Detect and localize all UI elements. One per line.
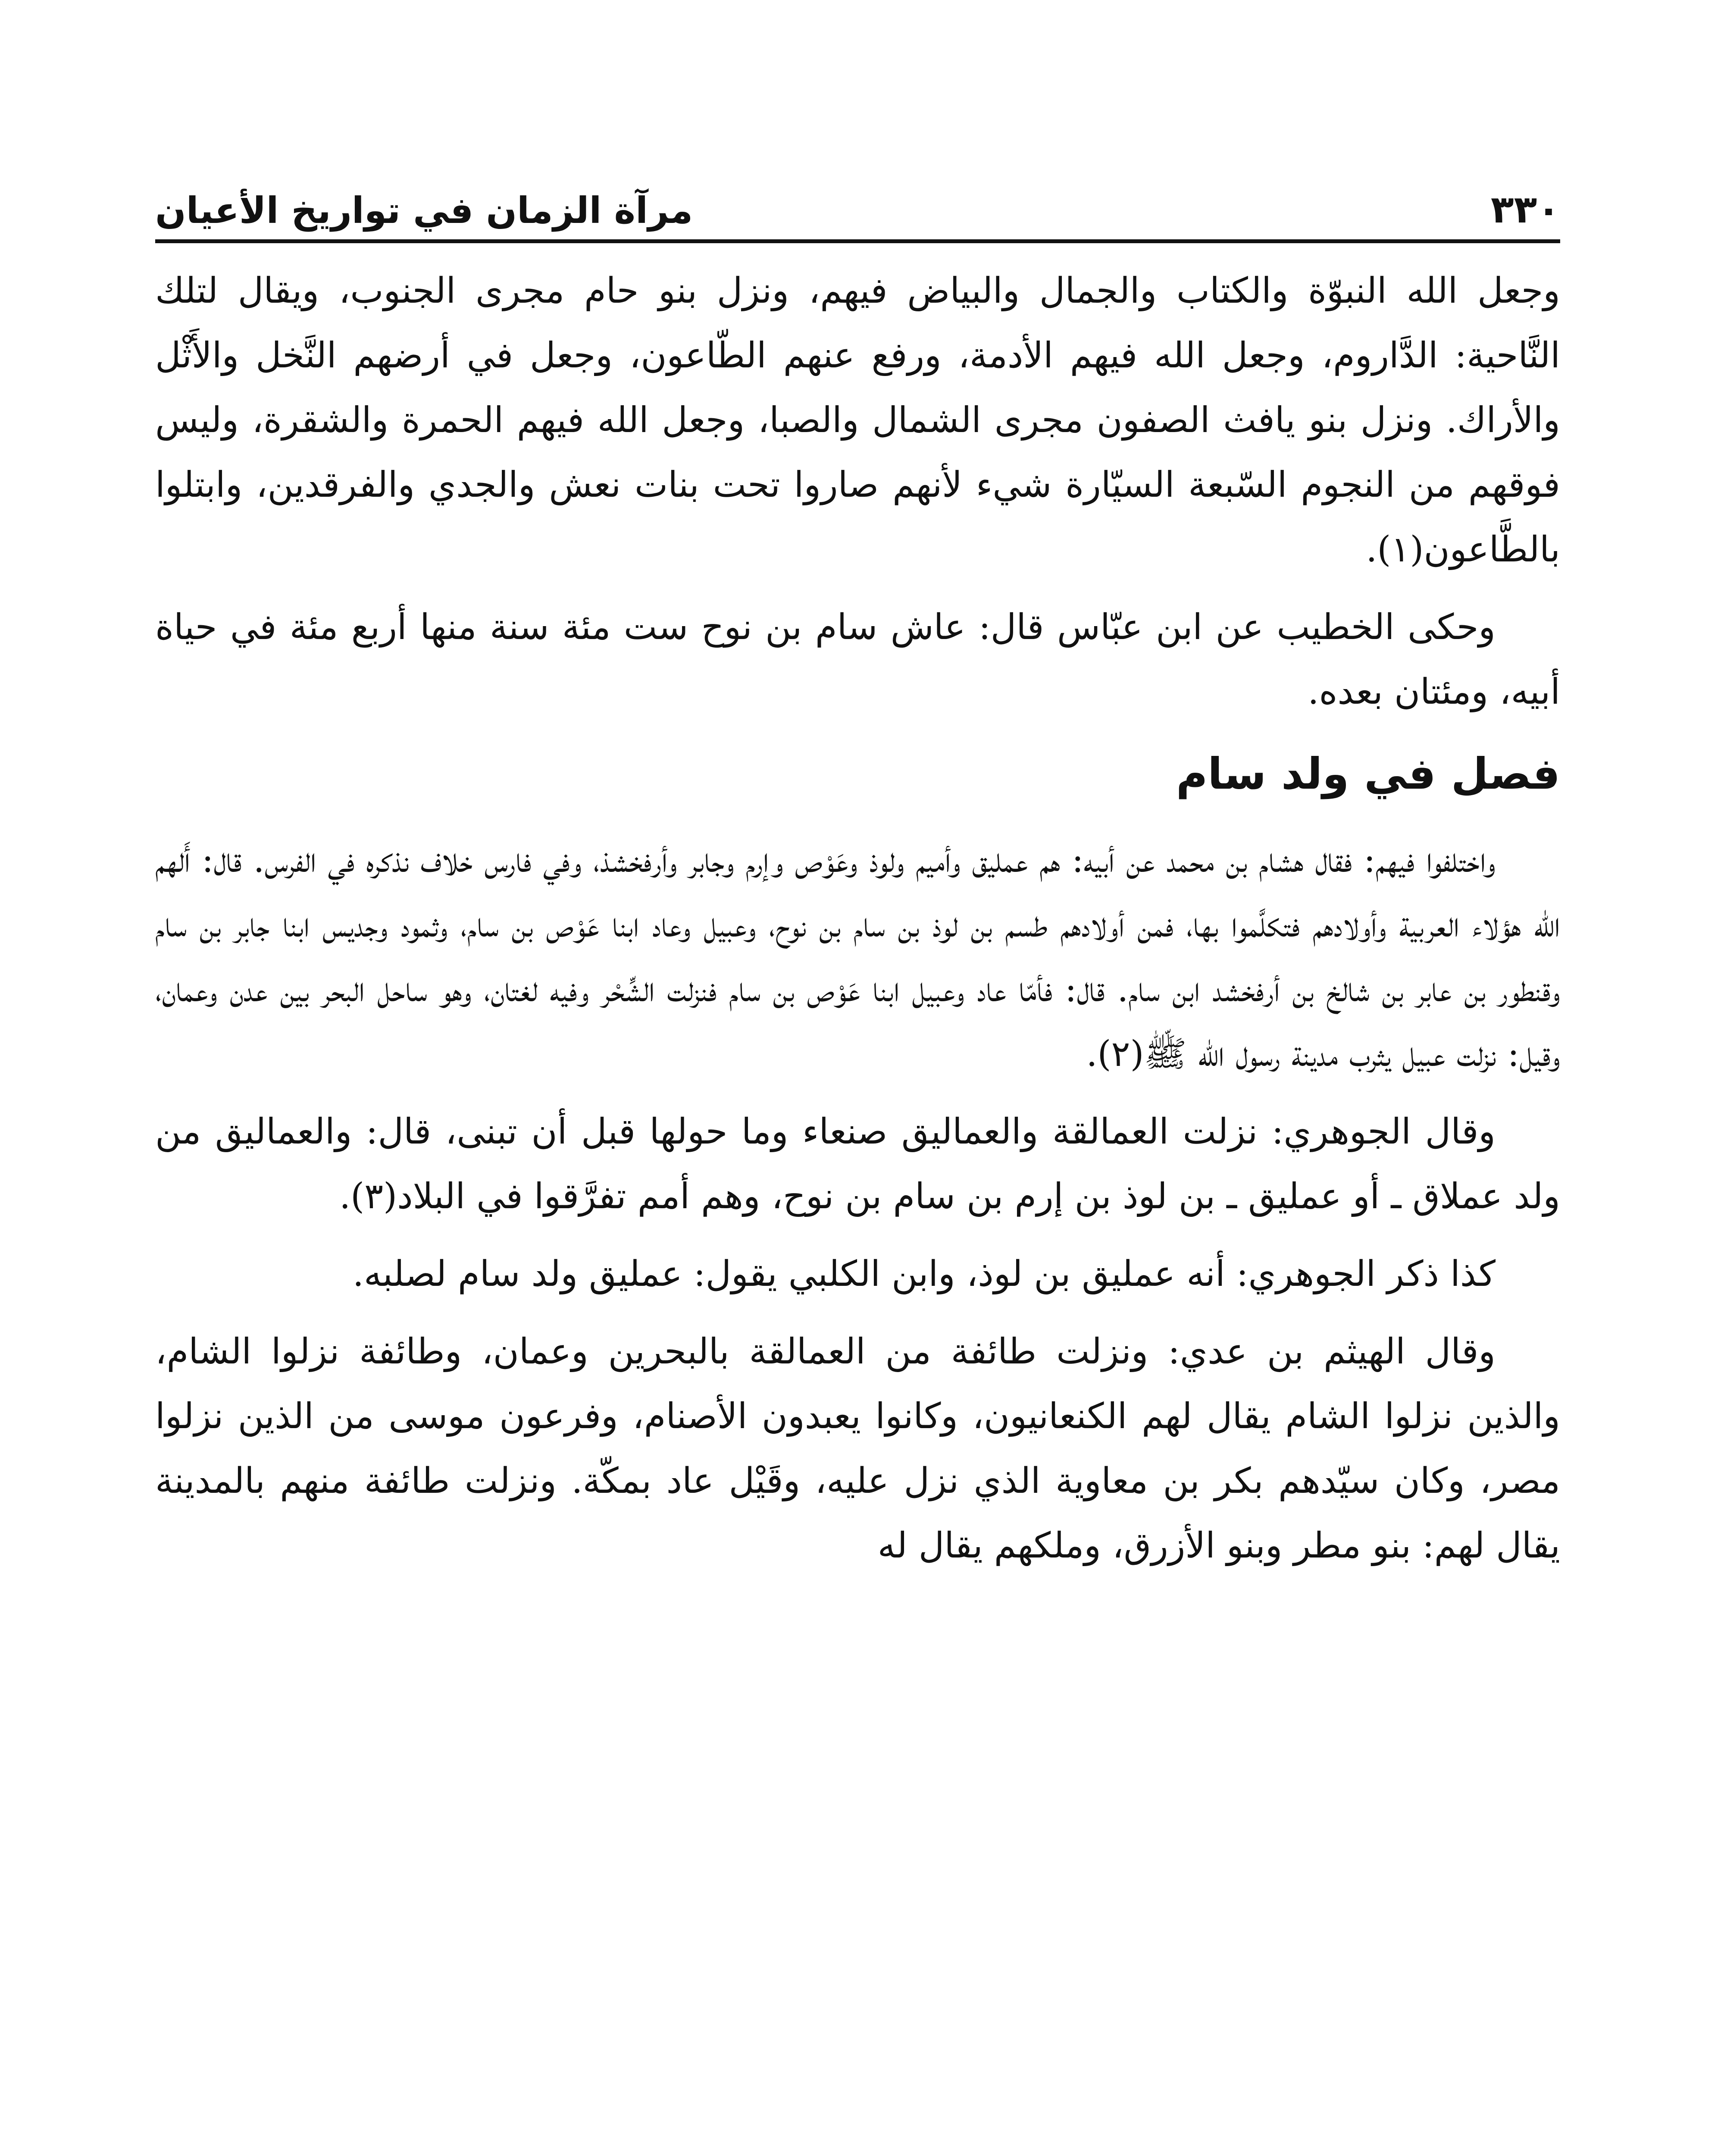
paragraph: وقال الجوهري: نزلت العمالقة والعماليق صنعاء وما حولها قبل أن تبنى، قال: والعماليق من ولد عملاق ـ أو عمليق ـ بن لوذ بن إرم بن سام بن نوح، وهم أمم تفرَّقوا في البلاد(٣). xyxy=(155,1111,1560,1217)
paragraph: وقال الهيثم بن عدي: ونزلت طائفة من العمالقة بالبحرين وعمان، وطائفة نزلوا الشام، والذين نزلوا الشام يقال لهم الكنعانيون، وكانوا يعبدون الأصنام، وفرعون موسى من الذين نزلوا مصر، وكان سيّدهم بكر بن معاوية الذي نزل عليه، وقَيْل عاد بمكّة. ونزلت طائفة منهم بالمدينة يقال لهم: بنو مطر وبنو الأزرق، وملكهم يقال له xyxy=(155,1331,1560,1566)
main-text xyxy=(155,259,1560,1591)
paragraph: كذا ذكر الجوهري: أنه عمليق بن لوذ، وابن الكلبي يقول: عمليق ولد سام لصلبه. xyxy=(352,1253,1496,1294)
header-rule xyxy=(155,239,1560,243)
paragraph: وحكى الخطيب عن ابن عبّاس قال: عاش سام بن نوح ست مئة سنة منها أربع مئة في حياة أبيه، ومئتان بعده. xyxy=(155,607,1560,712)
running-title: مرآة الزمان في تواريخ الأعيان xyxy=(155,189,693,232)
page-number: ٣٣٠ xyxy=(1490,187,1560,232)
section-heading: فصل في ولد سام xyxy=(1176,749,1560,799)
paragraph: واختلفوا فيهم: فقال هشام بن محمد عن أبيه: هم عمليق وأميم ولوذ وعَوْص وإرم وجابر وأرفخشذ، وفي فارس خلاف نذكره في الفرس. قال: أَلهم الله هؤلاء العربية وأولادهم فتكلَّموا بها، فمن أولادهم طسم بن لوذ بن سام بن نوح، وعبيل وعاد ابنا عَوْص بن سام، وثمود وجديس ابنا جابر بن سام وقنطور بن عابر بن شالخ بن أرفخشد ابن سام. قال: فأمّا عاد وعبيل ابنا عَوْص بن سام فنزلت الشِّحْر وفيه لغتان، وهو ساحل البحر بين عدن وعمان، وقيل: نزلت عبيل يثرب مدينة رسول الله ﷺ(٢). xyxy=(155,840,1560,1075)
paragraph: وجعل الله النبوّة والكتاب والجمال والبياض فيهم، ونزل بنو حام مجرى الجنوب، ويقال لتلك النَّاحية: الدَّاروم، وجعل الله فيهم الأدمة، ورفع عنهم الطّاعون، وجعل في أرضهم النَّخل والأَثْل والأراك. ونزل بنو يافث الصفون مجرى الشمال والصبا، وجعل الله فيهم الحمرة والشقرة، وليس فوقهم من النجوم السّبعة السيّارة شيء لأنهم صاروا تحت بنات نعش والجدي والفرقدين، وابتلوا بالطَّاعون(١). xyxy=(155,270,1560,570)
running-header xyxy=(155,129,1560,232)
